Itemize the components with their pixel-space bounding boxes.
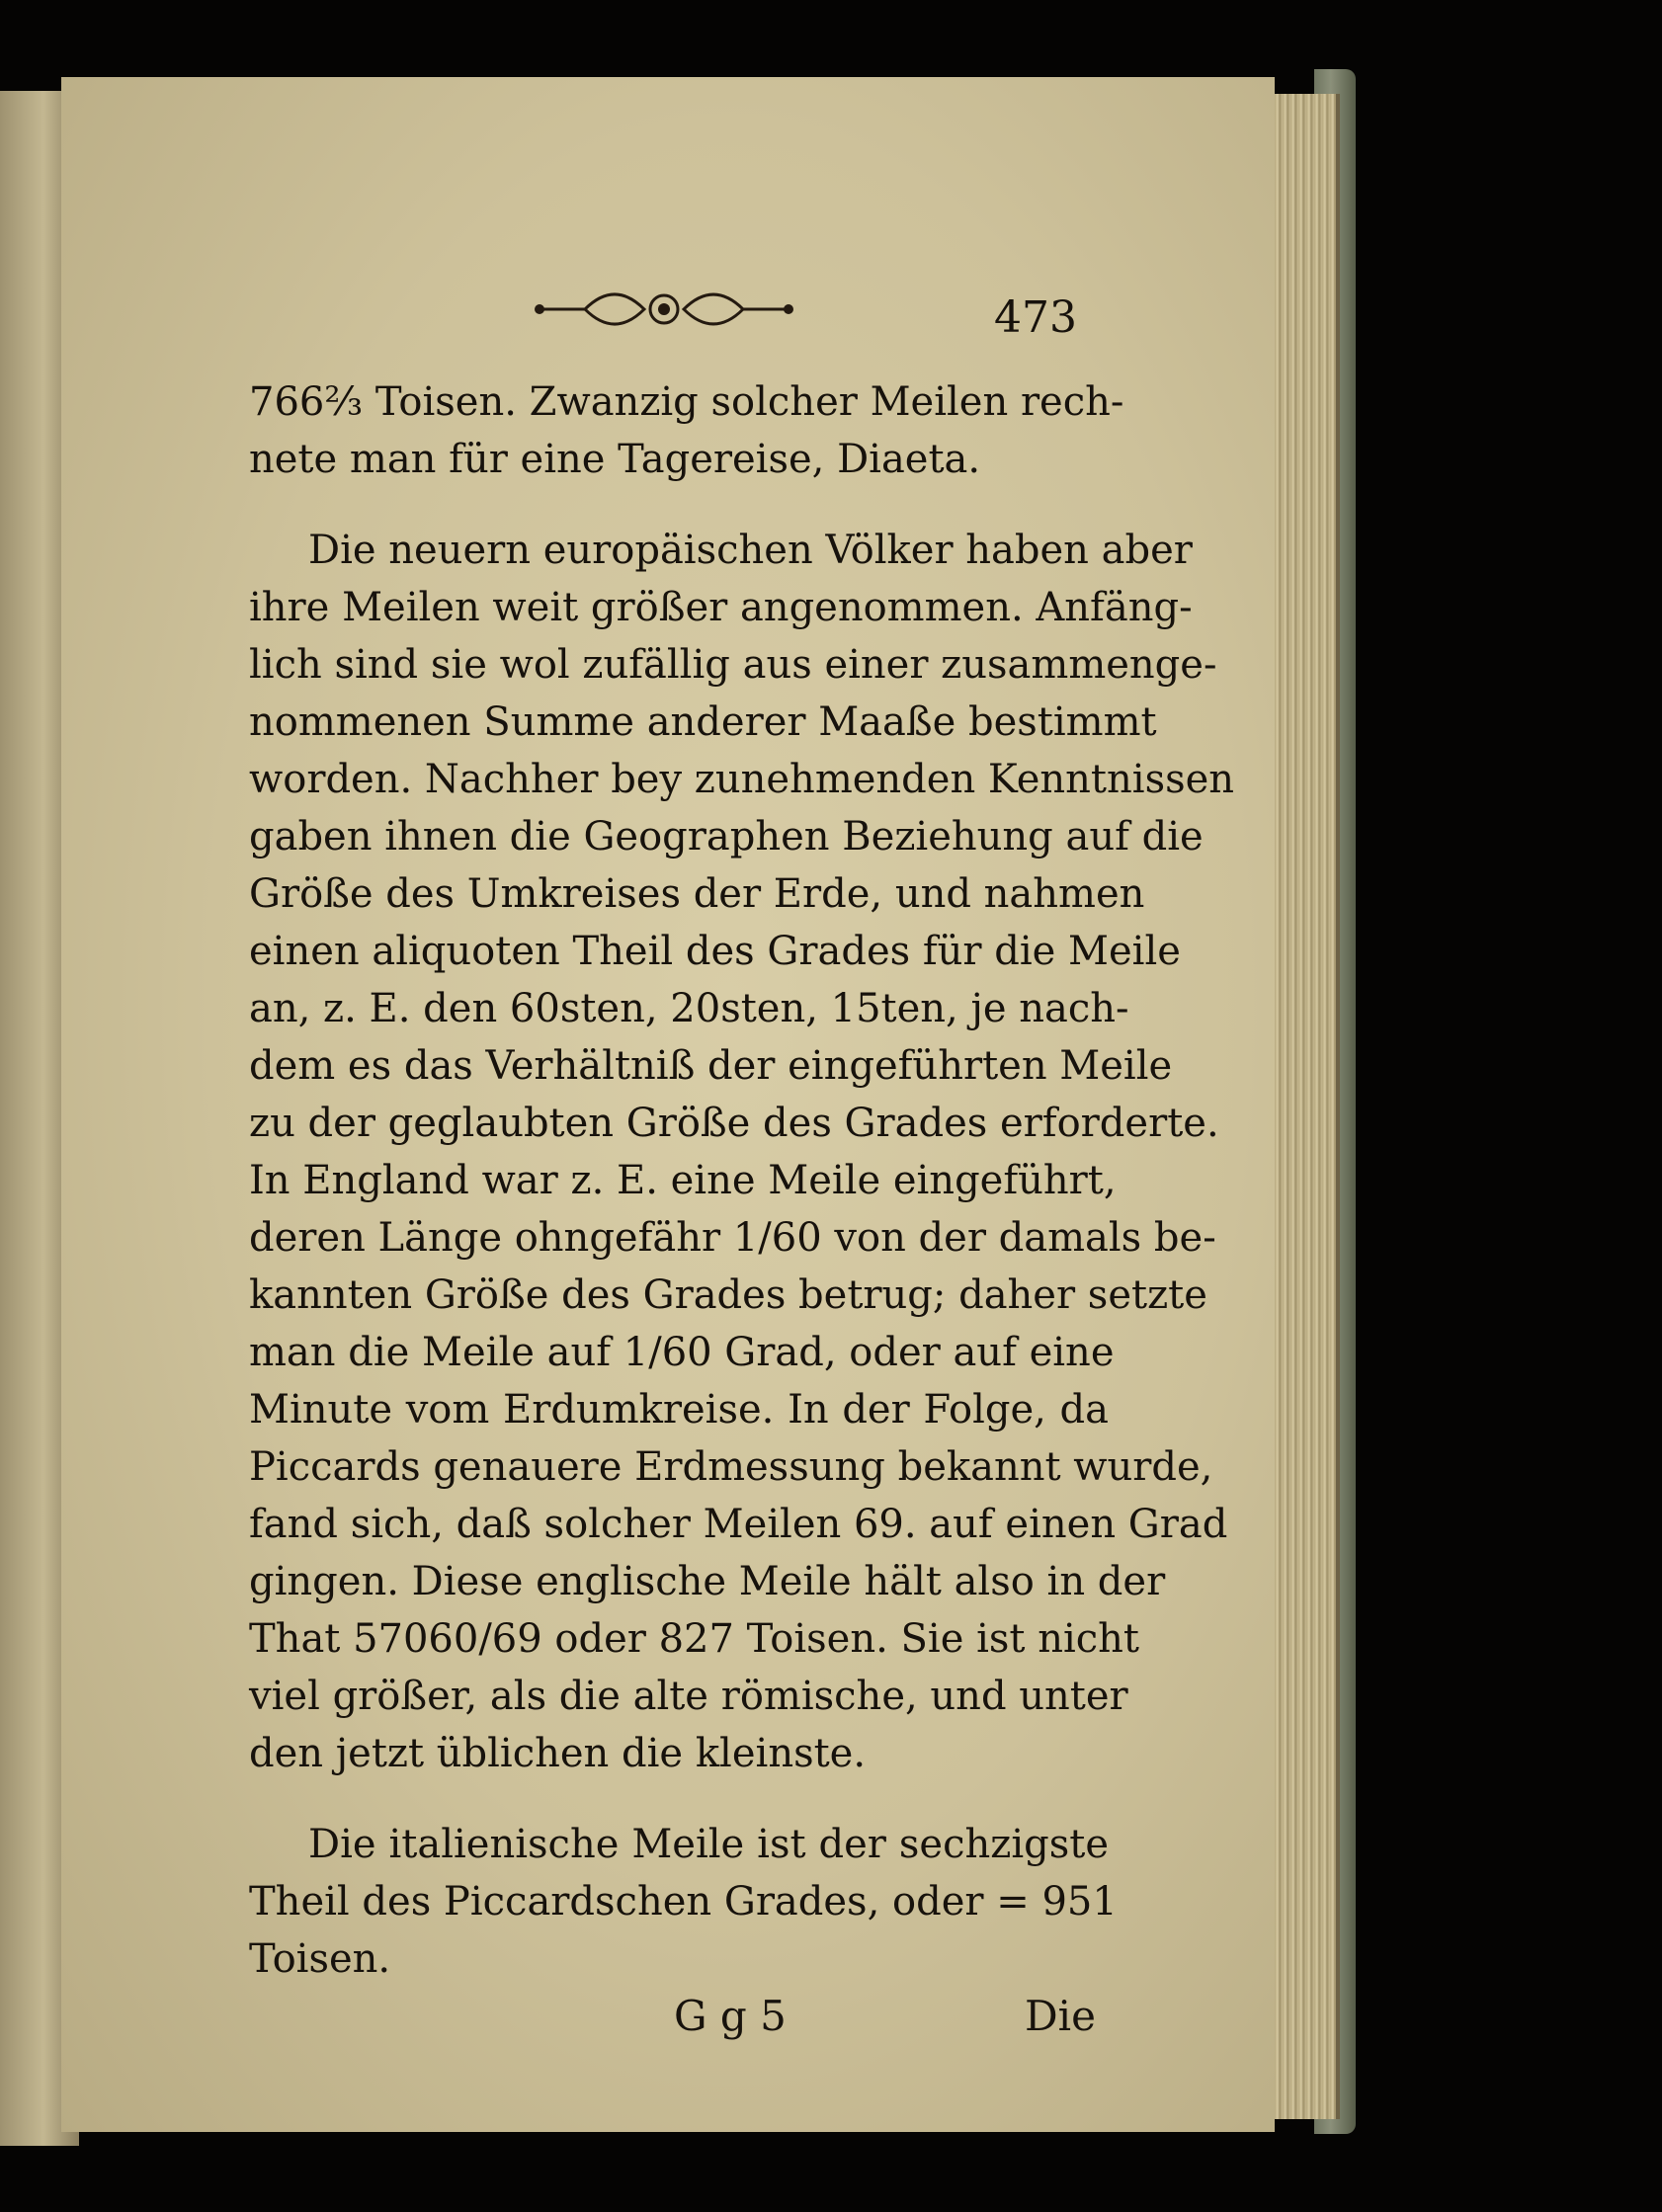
body-text <box>249 373 1235 1988</box>
text-line: an, z. E. den 60sten, 20sten, 15ten, je nach- <box>249 986 1129 1031</box>
text-line: den jetzt üblichen die kleinste. <box>249 1731 867 1776</box>
text-line: lich sind sie wol zufällig aus einer zusammenge- <box>249 642 1217 688</box>
text-line: man die Meile auf 1/60 Grad, oder auf eine <box>249 1330 1115 1375</box>
text-line: deren Länge ohngefähr 1/60 von der damals be- <box>249 1215 1216 1261</box>
header-ornament <box>526 285 802 334</box>
page-stack-edges <box>1267 94 1340 2119</box>
paragraph-3 <box>249 1816 1118 1988</box>
text-line: Die neuern europäischen Völker haben aber <box>308 528 1193 573</box>
text-line: Größe des Umkreises der Erde, und nahmen <box>249 871 1145 917</box>
text-line: kannten Größe des Grades betrug; daher setzte <box>249 1272 1207 1318</box>
catchword: Die <box>1025 1992 1096 2040</box>
text-line: nommenen Summe anderer Maaße bestimmt <box>249 699 1157 745</box>
text-line: Die italienische Meile ist der sechzigste <box>308 1822 1109 1867</box>
paragraph-2 <box>249 522 1235 1782</box>
text-line: Minute vom Erdumkreise. In der Folge, da <box>249 1387 1109 1433</box>
signature-mark: G g 5 <box>674 1992 787 2040</box>
text-line: 766⅔ Toisen. Zwanzig solcher Meilen rech- <box>249 379 1124 425</box>
text-line: Theil des Piccardschen Grades, oder = 951 <box>249 1879 1118 1925</box>
text-line: Toisen. <box>249 1936 391 1982</box>
text-line: fand sich, daß solcher Meilen 69. auf einen Grad <box>249 1502 1228 1547</box>
text-line: In England war z. E. eine Meile eingeführt, <box>249 1158 1117 1203</box>
text-line: nete man für eine Tagereise, Diaeta. <box>249 437 981 482</box>
text-line: Piccards genauere Erdmessung bekannt wurde, <box>249 1444 1213 1490</box>
text-line: viel größer, als die alte römische, und unter <box>249 1674 1128 1719</box>
text-line: gingen. Diese englische Meile hält also in der <box>249 1559 1166 1604</box>
book-page <box>61 77 1275 2132</box>
text-line: einen aliquoten Theil des Grades für die Meile <box>249 929 1181 974</box>
text-line: dem es das Verhältniß der eingeführten Meile <box>249 1043 1173 1089</box>
paragraph-1 <box>249 373 1124 488</box>
text-line: worden. Nachher bey zunehmenden Kenntnissen <box>249 757 1235 802</box>
text-line: ihre Meilen weit größer angenommen. Anfäng- <box>249 585 1193 630</box>
page-number: 473 <box>994 292 1077 343</box>
text-line: gaben ihnen die Geographen Beziehung auf die <box>249 814 1204 860</box>
text-line: That 57060/69 oder 827 Toisen. Sie ist nicht <box>249 1616 1139 1662</box>
text-line: zu der geglaubten Größe des Grades erforderte. <box>249 1101 1219 1146</box>
